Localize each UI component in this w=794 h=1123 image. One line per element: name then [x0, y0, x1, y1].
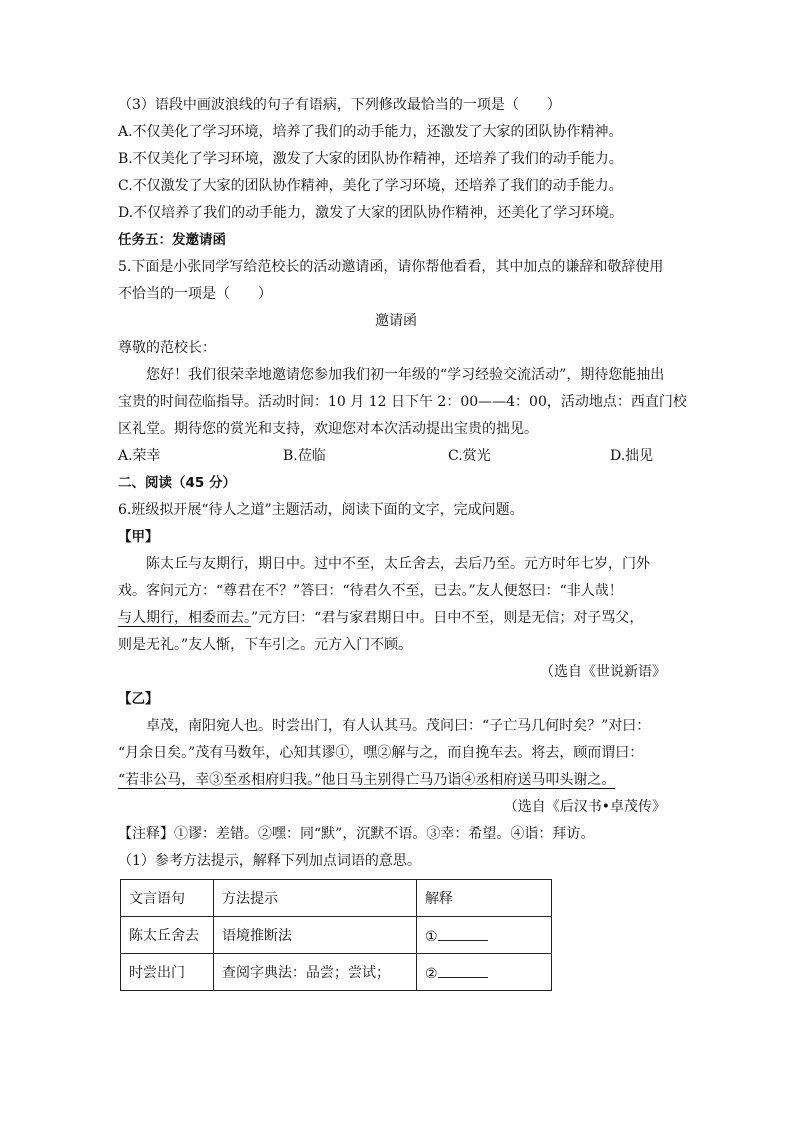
reading-section-heading: 二、阅读（45 分） [118, 475, 236, 491]
passage-jia-line: 戏。客问元方：“尊君在不？”答曰：“待君久不至，已去。”友人便怒曰：“非人哉！ [118, 583, 623, 599]
passage-jia-line: 则是无礼。”友人惭，下车引之。元方入门不顾。 [118, 637, 413, 653]
table-header-cell: 解释 [417, 880, 552, 917]
table-header-cell: 方法提示 [214, 880, 417, 917]
choice-d: D.拙见 [610, 448, 654, 464]
q5-choices [118, 443, 674, 470]
passage-yi-line [118, 767, 674, 794]
table-cell: 查阅字典法：品尝；尝试； [214, 954, 417, 991]
task5-heading: 任务五：发邀请函 [118, 232, 226, 248]
table-header-cell: 文言语句 [121, 880, 214, 917]
answer-cell[interactable]: ② [417, 954, 552, 991]
answer-blank[interactable] [438, 962, 488, 978]
letter-salutation: 尊敬的范校长： [118, 340, 216, 356]
table-cell: 语境推断法 [214, 917, 417, 954]
choice-b: B.莅临 [283, 448, 326, 464]
underlined-sentence: “若非公马，幸③至丞相府归我。” [118, 772, 322, 788]
letter-title: 邀请函 [375, 313, 417, 329]
table-cell: 时尝出门 [121, 954, 214, 991]
passage-yi-line: “月余日矣。”茂有马数年，心知其谬①，嘿②解与之，而自挽车去。将去，顾而谓曰： [118, 745, 644, 761]
table-row [121, 954, 552, 991]
q3-option-d: D.不仅培养了我们的动手能力，激发了大家的团队协作精神，还美化了学习环境。 [118, 205, 624, 221]
q1-stem: （1）参考方法提示，解释下列加点词语的意思。 [118, 853, 421, 869]
exam-page [118, 92, 687, 991]
answer-blank[interactable] [438, 925, 488, 941]
letter-body-line: 区礼堂。期待您的赏光和支持，欢迎您对本次活动提出宝贵的拙见。 [118, 421, 538, 437]
q3-option-a: A.不仅美化了学习环境，培养了我们的动手能力，还激发了大家的团队协作精神。 [118, 124, 623, 140]
underlined-sentence: 他日马主别得亡马乃诣④丞相府送马叩头谢之。 [321, 772, 616, 788]
passage-yi-source: （选自《后汉书•卓茂传》 [503, 799, 666, 815]
table-header-row [121, 880, 552, 917]
q3-stem: （3）语段中画波浪线的句子有语病，下列修改最恰当的一项是（ ） [118, 97, 561, 113]
answer-cell[interactable]: ① [417, 917, 552, 954]
letter-body-line: 宝贵的时间莅临指导。活动时间：10 月 12 日下午 2：00——4：00，活动地点：西直门校 [118, 394, 687, 410]
choice-c: C.赏光 [448, 448, 491, 464]
passage-yi-label: 【乙】 [118, 691, 159, 707]
choice-a: A.荣幸 [118, 448, 161, 464]
passage-yi-line: 卓茂，南阳宛人也。时尝出门，有人认其马。茂问曰：“子亡马几何时矣？”对曰： [146, 718, 651, 734]
passage-jia-source: （选自《世说新语》 [540, 664, 666, 680]
table-row [121, 917, 552, 954]
passage-jia-label: 【甲】 [118, 529, 159, 545]
q5-stem-line1: 5.下面是小张同学写给范校长的活动邀请函，请你帮他看看，其中加点的谦辞和敬辞使用 [118, 259, 664, 275]
letter-body-line: 您好！我们很荣幸地邀请您参加我们初一年级的“学习经验交流活动”，期待您能抽出 [146, 367, 665, 383]
q5-stem-line2: 不恰当的一项是（ ） [118, 286, 272, 302]
table-cell: 陈太丘舍去 [121, 917, 214, 954]
q3-option-b: B.不仅美化了学习环境，激发了大家的团队协作精神，还培养了我们的动手能力。 [118, 151, 623, 167]
annotation-note: 【注释】①谬：差错。②嘿：同“默”，沉默不语。③幸：希望。④诣：拜访。 [118, 826, 595, 842]
q3-option-c: C.不仅激发了大家的团队协作精神，美化了学习环境，还培养了我们的动手能力。 [118, 178, 623, 194]
passage-jia-line: 与人期行，相委而去。”元方曰：“君与家君期日中。日中不至，则是无信；对子骂父， [118, 610, 644, 626]
q6-stem: 6.班级拟开展“待人之道”主题活动，阅读下面的文字，完成问题。 [118, 502, 524, 518]
method-table [120, 879, 552, 991]
passage-jia-line: 陈太丘与友期行，期日中。过中不至，太丘舍去，去后乃至。元方时年七岁，门外 [146, 556, 650, 572]
wavy-sentence: 与人期行，相委而去。 [118, 610, 251, 626]
